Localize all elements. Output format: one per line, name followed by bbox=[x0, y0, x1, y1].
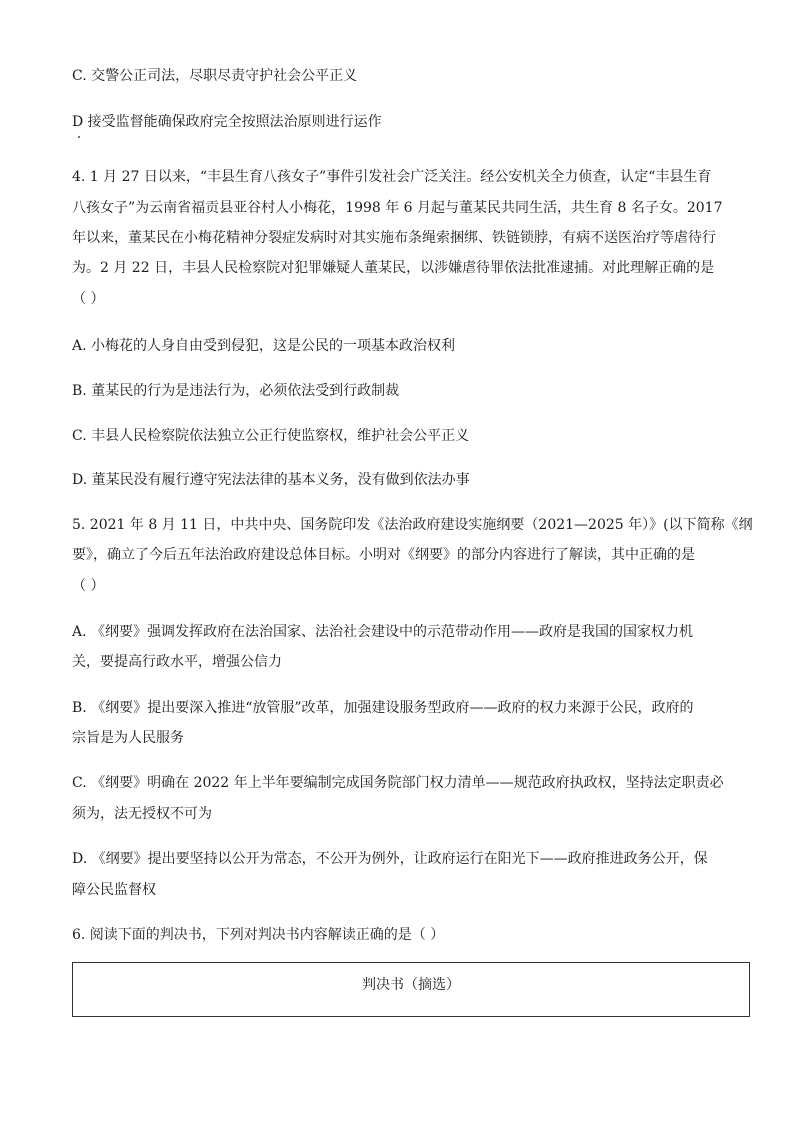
q5-option-b-line-2: 宗旨是为人民服务 bbox=[72, 730, 184, 746]
q4-stem-line-2: 八孩女子”为云南省福贡县亚谷村人小梅花，1998 年 6 月起与董某民共同生活，共生育 8 名子女。2017 bbox=[72, 200, 723, 216]
q5-option-c-line-2: 须为，法无授权不可为 bbox=[72, 806, 212, 822]
q5-option-a-line-2: 关，要提高行政水平，增强公信力 bbox=[72, 654, 282, 670]
q4-answer-blank: （ ） bbox=[72, 291, 105, 307]
q5-option-c-line-1: C. 《纲要》明确在 2022 年上半年要编制完成国务院部门权力清单——规范政府执政权，坚持法定职责必 bbox=[72, 775, 724, 791]
q4-option-b: B. 董某民的行为是违法行为，必须依法受到行政制裁 bbox=[72, 383, 400, 399]
q4-stem-line-4: 为。2 月 22 日，丰县人民检察院对犯罪嫌疑人董某民，以涉嫌虐待罪依法批准逮捕。对此理解正确的是 bbox=[72, 260, 715, 276]
q5-stem-line-2: 要》，确立了今后五年法治政府建设总体目标。小明对《纲要》的部分内容进行了解读，其中正确的是 bbox=[72, 547, 695, 563]
q3-option-d: D 接受监督能确保政府完全按照法治原则进行运作 bbox=[72, 114, 382, 130]
q5-option-a-line-1: A. 《纲要》强调发挥政府在法治国家、法治社会建设中的示范带动作用——政府是我国的国家权力机 bbox=[72, 624, 694, 640]
q5-stem-line-1: 5. 2021 年 8 月 11 日，中共中央、国务院印发《法治政府建设实施纲要（2021—2025 年）》(以下简称《纲 bbox=[72, 517, 753, 533]
q3-option-c: C. 交警公正司法，尽职尽责守护社会公平正义 bbox=[72, 68, 358, 84]
q4-option-c: C. 丰县人民检察院依法独立公正行使监察权，维护社会公平正义 bbox=[72, 428, 470, 444]
judgment-excerpt-title: 判决书（摘选） bbox=[362, 977, 460, 993]
q5-option-d-line-1: D. 《纲要》提出要坚持以公开为常态，不公开为例外，让政府运行在阳光下——政府推进政务公开，保 bbox=[72, 851, 708, 867]
q4-stem-line-3: 年以来，董某民在小梅花精神分裂症发病时对其实施布条绳索捆绑、铁链锁脖，有病不送医治疗等虐待行 bbox=[72, 230, 716, 246]
judgment-excerpt-box bbox=[72, 962, 750, 1017]
q4-option-a: A. 小梅花的人身自由受到侵犯，这是公民的一项基本政治权利 bbox=[72, 338, 456, 354]
q5-option-b-line-1: B. 《纲要》提出要深入推进“放管服”改革，加强建设服务型政府——政府的权力来源于公民，政府的 bbox=[72, 700, 694, 716]
q5-option-d-line-2: 障公民监督权 bbox=[72, 882, 156, 898]
q5-answer-blank: （ ） bbox=[72, 578, 105, 594]
q6-stem: 6. 阅读下面的判决书，下列对判决书内容解读正确的是（ ） bbox=[72, 927, 445, 943]
stray-dot bbox=[78, 136, 80, 138]
q4-option-d: D. 董某民没有履行遵守宪法法律的基本义务，没有做到依法办事 bbox=[72, 472, 470, 488]
q4-stem-line-1: 4. 1 月 27 日以来，“丰县生育八孩女子”事件引发社会广泛关注。经公安机关全力侦查，认定“丰县生育 bbox=[72, 169, 712, 185]
